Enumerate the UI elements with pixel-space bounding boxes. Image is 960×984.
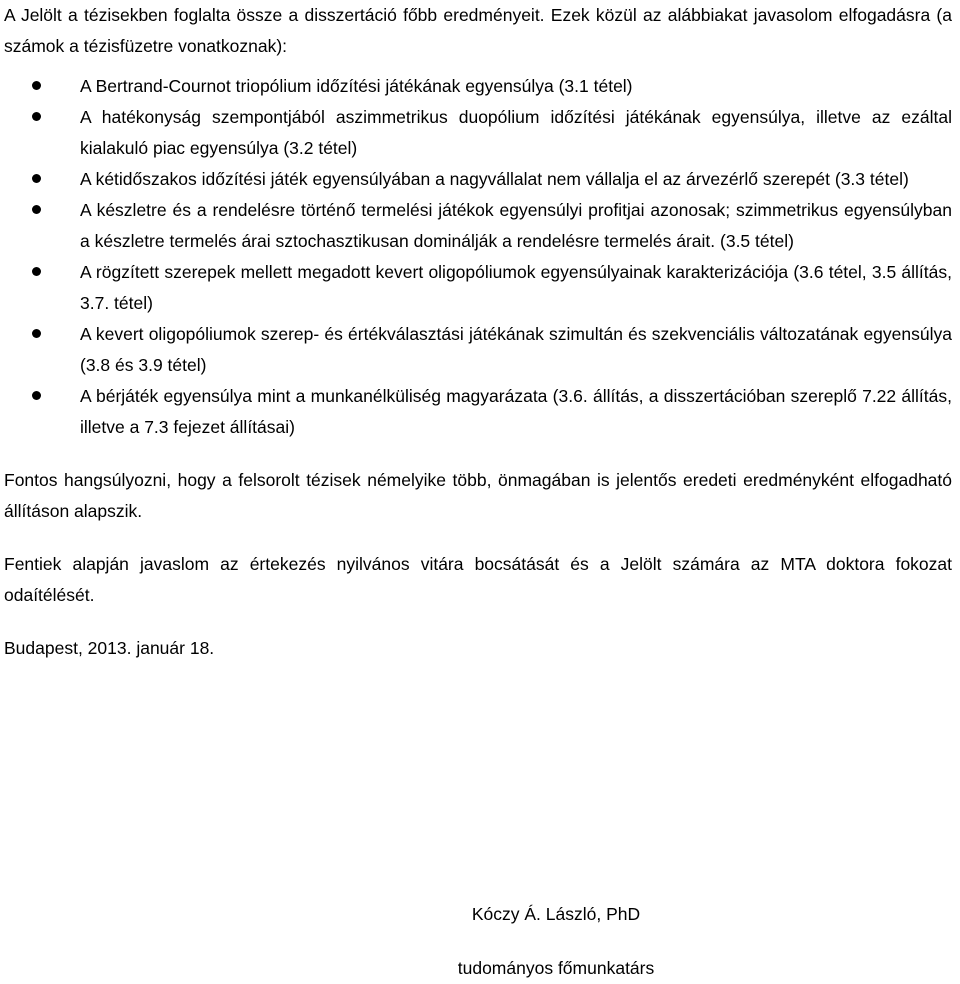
signature-title: tudományos főmunkatárs	[457, 958, 655, 978]
thesis-item-4: A készletre és a rendelésre történő termelési játékok egyensúlyi profitjai azonosak; szimmetrikus egyensúlyban a készletre termelés árai sztochasztikusan dominálják a rendelésre termelés árait. (3.5 tétel)	[4, 195, 952, 257]
thesis-item-5: A rögzített szerepek mellett megadott kevert oligopóliumok egyensúlyainak karakterizációja (3.6 tétel, 3.5 állítás, 3.7. tétel)	[4, 257, 952, 319]
date-line: Budapest, 2013. január 18.	[4, 638, 215, 658]
emphasis-paragraph: Fontos hangsúlyozni, hogy a felsorolt tézisek némelyike több, önmagában is jelentős eredeti eredményként elfogadható állításon alapszik.	[4, 470, 952, 521]
thesis-list	[4, 71, 952, 443]
thesis-item-7: A bérjáték egyensúlya mint a munkanélküliség magyarázata (3.6. állítás, a disszertációban szereplő 7.22 állítás, illetve a 7.3 fejezet állításai)	[4, 381, 952, 443]
thesis-item-3: A kétidőszakos időzítési játék egyensúlyában a nagyvállalat nem vállalja el az árvezérlő szerepét (3.3 tétel)	[4, 164, 952, 195]
signature-name: Kóczy Á. László, PhD	[471, 904, 641, 924]
conclusion-paragraph: Fentiek alapján javaslom az értekezés nyilvános vitára bocsátását és a Jelölt számára az MTA doktora fokozat odaítélését.	[4, 554, 952, 605]
signature-block	[426, 899, 686, 984]
intro-paragraph: A Jelölt a tézisekben foglalta össze a disszertáció főbb eredményeit. Ezek közül az alábbiakat javasolom elfogadásra (a számok a tézisfüzetre vonatkoznak):	[4, 5, 952, 56]
thesis-item-1: A Bertrand-Cournot triopólium időzítési játékának egyensúlya (3.1 tétel)	[4, 71, 952, 102]
thesis-item-6: A kevert oligopóliumok szerep- és értékválasztási játékának szimultán és szekvenciális változatának egyensúlya (3.8 és 3.9 tétel)	[4, 319, 952, 381]
thesis-item-2: A hatékonyság szempontjából aszimmetrikus duopólium időzítési játékának egyensúlya, illetve az ezáltal kialakuló piac egyensúlya (3.2 tétel)	[4, 102, 952, 164]
